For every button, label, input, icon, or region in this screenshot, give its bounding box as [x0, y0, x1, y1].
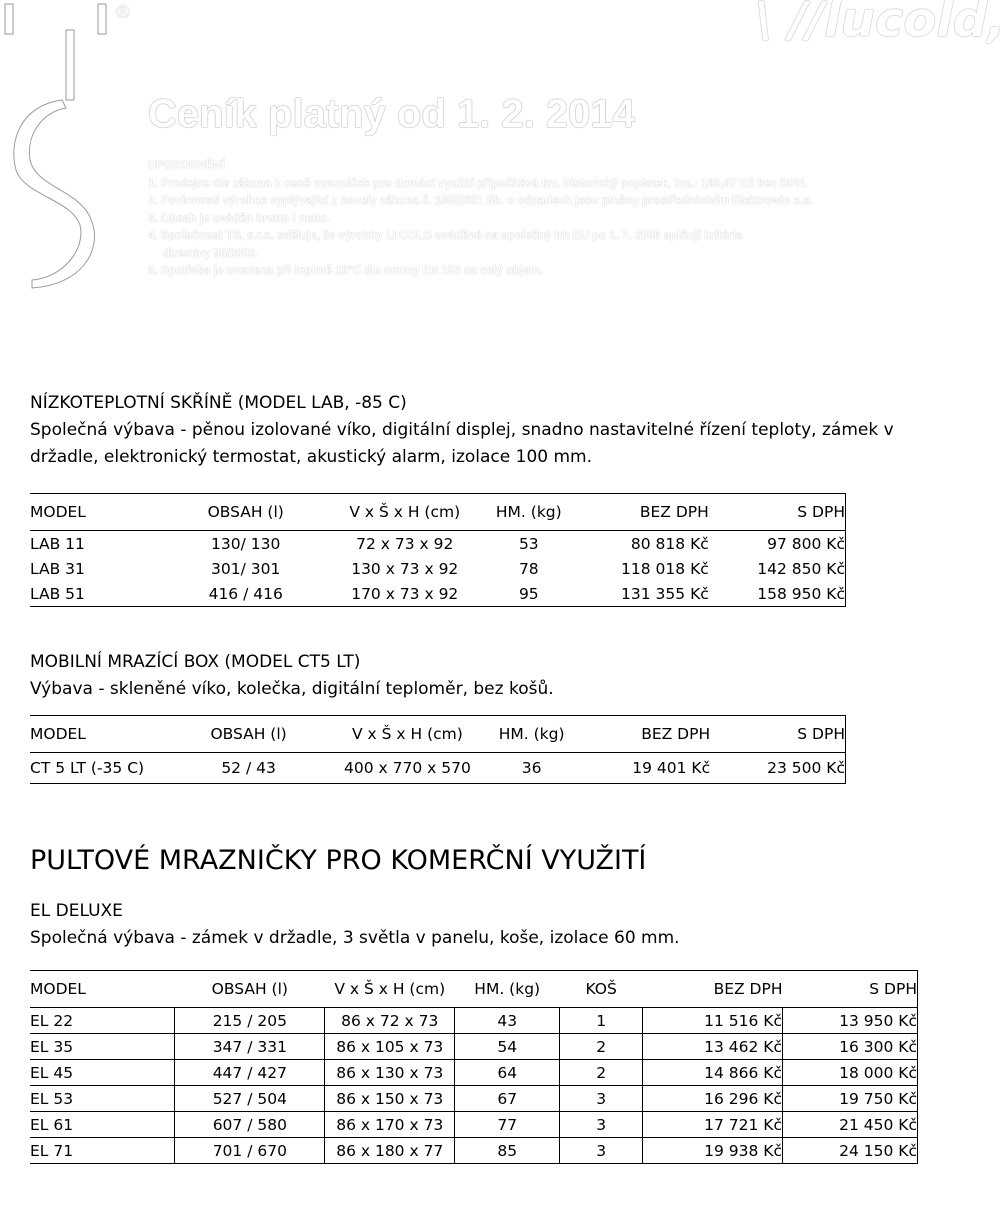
table-header-row: [30, 716, 846, 753]
cell: 86 x 170 x 73: [325, 1112, 455, 1138]
cell: EL 35: [30, 1034, 175, 1060]
cell: 400 x 770 x 570: [322, 753, 493, 784]
cell: 36: [493, 753, 570, 784]
cell: LAB 31: [30, 559, 85, 578]
cell: 3: [560, 1086, 643, 1112]
cell: 54: [455, 1034, 560, 1060]
cell: 170 x 73 x 92: [319, 581, 490, 607]
cell: EL 53: [30, 1086, 175, 1112]
cell: 2: [560, 1060, 643, 1086]
cell: 24 150 Kč: [783, 1138, 918, 1164]
cell: 64: [455, 1060, 560, 1086]
cell: 53: [518, 534, 539, 553]
cell: 3: [560, 1138, 643, 1164]
cell: 607 / 580: [175, 1112, 325, 1138]
cell: LAB 11: [30, 534, 85, 553]
brand-logo: \ //lucold,: [755, 0, 1005, 48]
ct5-price-table: [30, 715, 846, 784]
cell: 86 x 105 x 73: [325, 1034, 455, 1060]
table-row: [30, 581, 846, 607]
col-header: S DPH: [709, 494, 846, 531]
cell: EL 71: [30, 1138, 175, 1164]
cell: 215 / 205: [175, 1008, 325, 1034]
col-header: V x Š x H (cm): [319, 494, 490, 531]
cell: 3: [560, 1112, 643, 1138]
cell: 527 / 504: [175, 1086, 325, 1112]
cell: 130 x 73 x 92: [351, 559, 459, 578]
col-header: OBSAH (l): [175, 971, 325, 1008]
cell: 416 / 416: [172, 581, 319, 607]
cell: 16 300 Kč: [783, 1034, 918, 1060]
warning-line: 3. Obsah je uváděn brutto / netto.: [148, 212, 331, 225]
cell: 80 818 Kč: [630, 534, 709, 553]
trademark: ®: [114, 2, 132, 23]
cell: 13 462 Kč: [643, 1034, 783, 1060]
cell: 142 850 Kč: [709, 556, 846, 581]
col-header: V x Š x H (cm): [322, 716, 493, 753]
table-row: [30, 531, 846, 557]
table-row: [30, 1138, 918, 1164]
col-header: OBSAH (l): [172, 494, 319, 531]
col-header: BEZ DPH: [570, 716, 710, 753]
table-row: [30, 1086, 918, 1112]
cell: LAB 51: [30, 581, 172, 607]
price-list-title: Ceník platný od 1. 2. 2014: [148, 92, 635, 136]
warning-title: UPOZORNĚNÍ: [148, 160, 225, 172]
product-line-name: EL DELUXE: [30, 901, 123, 921]
section-description: Výbava - skleněné víko, kolečka, digitální teploměr, bez košů.: [30, 679, 554, 699]
warning-line: directivy 95/2002.: [163, 247, 259, 260]
cell: 131 355 Kč: [567, 581, 708, 607]
cell: 77: [455, 1112, 560, 1138]
cell: 85: [455, 1138, 560, 1164]
cell: 701 / 670: [175, 1138, 325, 1164]
lab-price-table: [30, 493, 846, 607]
col-header: KOŠ: [560, 971, 643, 1008]
table-row: [30, 556, 846, 581]
cell: EL 61: [30, 1112, 175, 1138]
col-header: V x Š x H (cm): [325, 971, 455, 1008]
cell: 14 866 Kč: [643, 1060, 783, 1086]
cell: 2: [560, 1034, 643, 1060]
cell: 1: [560, 1008, 643, 1034]
section-title: MOBILNÍ MRAZÍCÍ BOX (MODEL CT5 LT): [30, 652, 361, 672]
warning-line: 1. Prodejce dle zákona k ceně mrazniček pro domácí využití připočítává tzv. historický poplatek, tzn.: 180,07 Kč bez DPH.: [148, 177, 808, 190]
col-header: MODEL: [30, 971, 175, 1008]
cell: 118 018 Kč: [621, 559, 709, 578]
cell: 95: [490, 581, 567, 607]
cell: 19 401 Kč: [570, 753, 710, 784]
section-description: Společná výbava - pěnou izolované víko, digitální displej, snadno nastavitelné řízení teploty, zámek v držadle, elektronický termostat, akustický alarm, izolace 100 mm.: [30, 420, 894, 467]
col-header: S DPH: [710, 716, 845, 753]
table-row: [30, 1060, 918, 1086]
cell: 78: [518, 559, 539, 578]
cell: EL 22: [30, 1008, 175, 1034]
cell: 301/ 301: [211, 559, 281, 578]
cell: 17 721 Kč: [643, 1112, 783, 1138]
warning-block: [148, 158, 948, 281]
table-row: [30, 1034, 918, 1060]
col-header: BEZ DPH: [567, 494, 708, 531]
cell: 86 x 180 x 77: [325, 1138, 455, 1164]
cell: 16 296 Kč: [643, 1086, 783, 1112]
cell: 347 / 331: [175, 1034, 325, 1060]
col-header: HM. (kg): [490, 494, 567, 531]
cell: 158 950 Kč: [709, 581, 846, 607]
el-deluxe-price-table: [30, 970, 918, 1164]
warning-line: 4. Společnost TS, s.r.o. sděluje, že výrobky LI COLD uváděné na společný trh EU po 1. 7. 2006 splňují kritéria: [148, 230, 743, 242]
cell: 18 000 Kč: [783, 1060, 918, 1086]
cell: 130/ 130: [211, 534, 281, 553]
cell: 19 750 Kč: [783, 1086, 918, 1112]
col-header: MODEL: [30, 494, 172, 531]
cell: EL 45: [30, 1060, 175, 1086]
col-header: HM. (kg): [493, 716, 570, 753]
cell: 86 x 72 x 73: [325, 1008, 455, 1034]
cell: 72 x 73 x 92: [356, 534, 454, 553]
col-header: HM. (kg): [455, 971, 560, 1008]
category-heading: PULTOVÉ MRAZNIČKY PRO KOMERČNÍ VYUŽITÍ: [30, 845, 647, 876]
cell: CT 5 LT (-35 C): [30, 753, 175, 784]
table-row: [30, 753, 846, 784]
cell: 97 800 Kč: [709, 531, 846, 557]
table-header-row: [30, 494, 846, 531]
logo-s-icon: [2, 0, 142, 290]
warning-line: 5. Spotřeba je uvedena při teplotě 18°C dle normy EN 153 na celý objem.: [148, 265, 544, 277]
section-title: NÍZKOTEPLOTNÍ SKŘÍNĚ (MODEL LAB, -85 C): [30, 393, 407, 413]
table-row: [30, 1112, 918, 1138]
warning-line: 2. Povinnosti výrobce vyplývající z novely zákona č. 185/2001 Sb. o odpadech jsou plněny prostřednictvím Elektrowin a.s.: [148, 195, 813, 207]
price-list-content: [30, 390, 930, 1164]
cell: 43: [455, 1008, 560, 1034]
cell: 13 950 Kč: [783, 1008, 918, 1034]
col-header: MODEL: [30, 716, 175, 753]
cell: 52 / 43: [175, 753, 321, 784]
cell: 86 x 130 x 73: [325, 1060, 455, 1086]
cell: 21 450 Kč: [783, 1112, 918, 1138]
cell: 86 x 150 x 73: [325, 1086, 455, 1112]
cell: 67: [455, 1086, 560, 1112]
cell: 23 500 Kč: [710, 753, 845, 784]
cell: 11 516 Kč: [643, 1008, 783, 1034]
cell: 19 938 Kč: [643, 1138, 783, 1164]
col-header: S DPH: [783, 971, 918, 1008]
col-header: OBSAH (l): [175, 716, 321, 753]
col-header: BEZ DPH: [643, 971, 783, 1008]
cell: 447 / 427: [175, 1060, 325, 1086]
table-header-row: [30, 971, 918, 1008]
section-description: Společná výbava - zámek v držadle, 3 světla v panelu, koše, izolace 60 mm.: [30, 928, 680, 948]
table-row: [30, 1008, 918, 1034]
